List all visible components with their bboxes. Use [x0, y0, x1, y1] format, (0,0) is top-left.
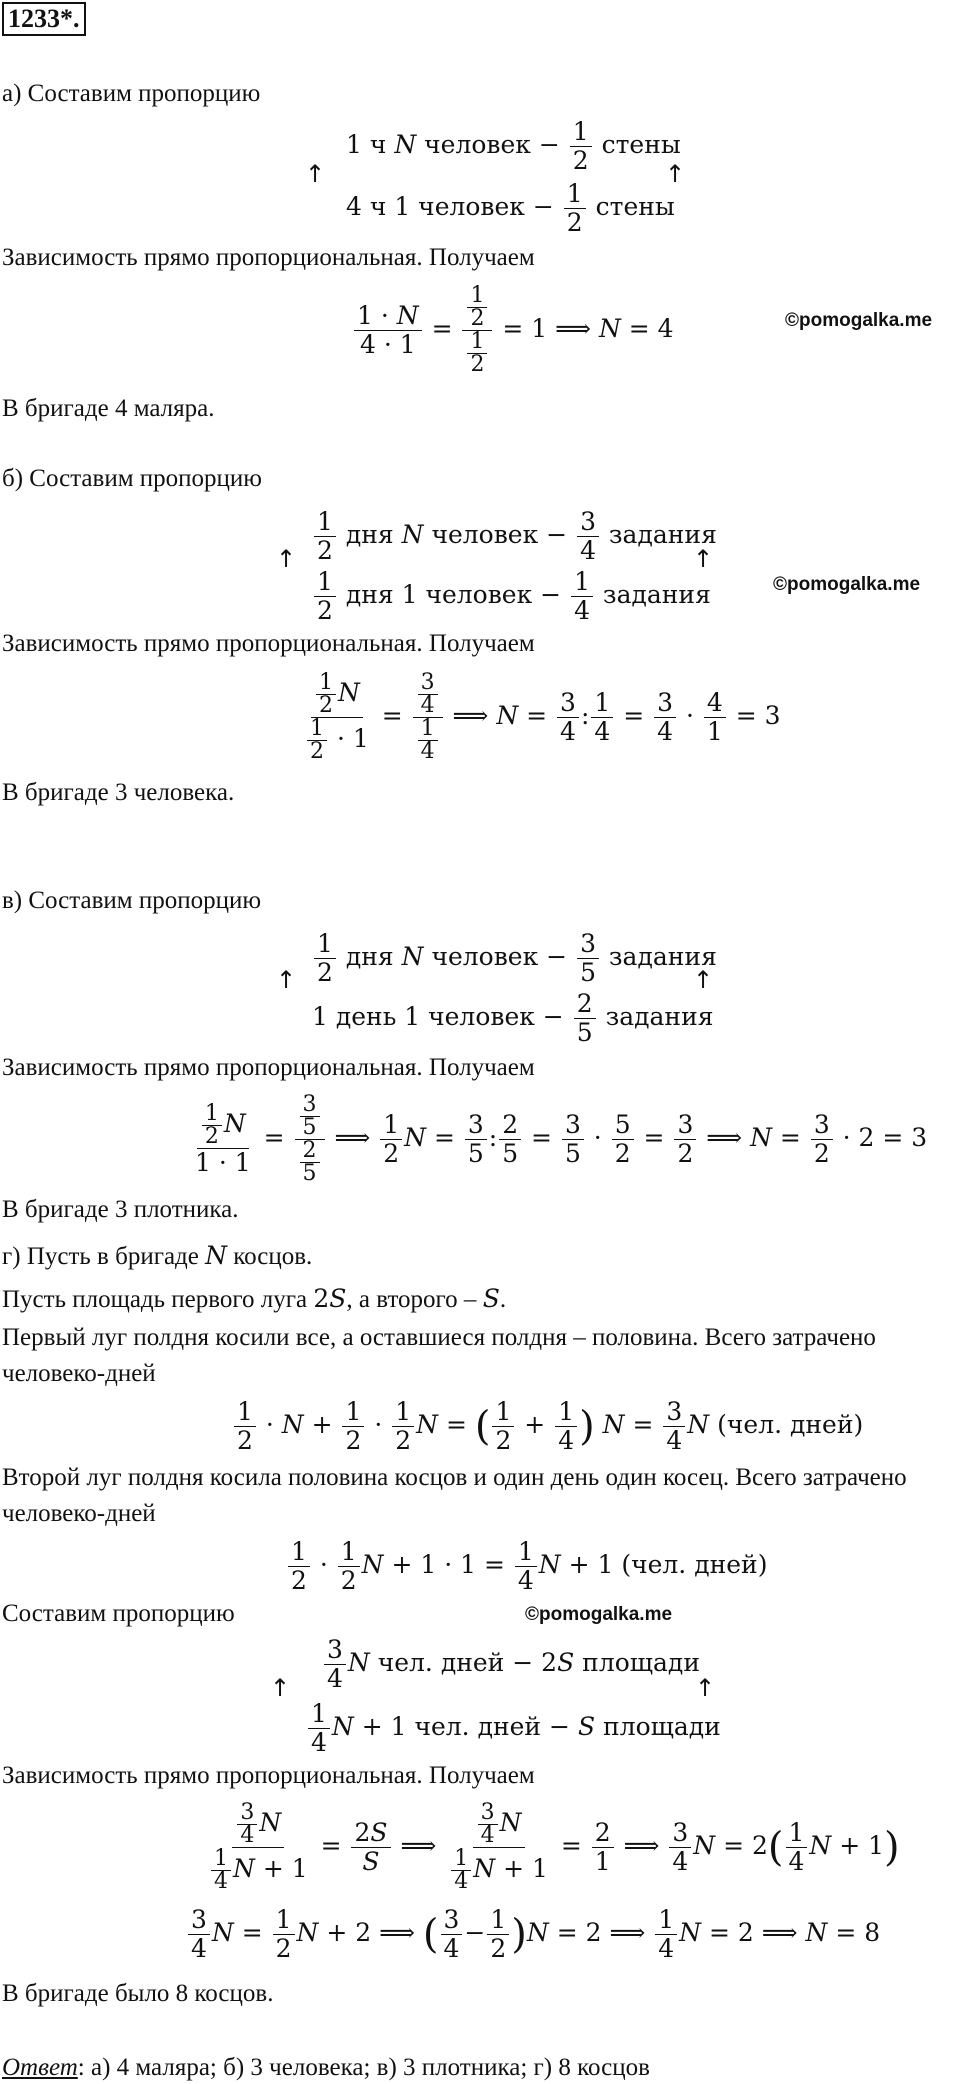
part-b-relation: Зависимость прямо пропорциональная. Получаем [2, 630, 535, 657]
part-d-line7: Составим пропорцию [2, 1600, 235, 1627]
part-b-heading: б) Составим пропорцию [2, 465, 262, 492]
part-b-equation: $\frac{1}{2}$ N $\frac{1}{2}$ · 1 = $\frac{\frac{3}{4}}{\frac{1}{4}}$ ⟹ N = $\frac{3}{4}$ : $\frac{1}{4}$ = $\frac{3}{4}$ · $\frac{4}{1}$ = 3 [300, 672, 781, 763]
watermark: ©pomogalka.me [525, 1604, 673, 1625]
part-c-proportion-row2: 1 день 1 человек − $\frac{2}{5}$ задания [312, 989, 714, 1047]
watermark: ©pomogalka.me [785, 310, 933, 331]
part-d-line2: Пусть площадь первого луга 2S, а второго – S. [2, 1284, 507, 1313]
part-d-relation: Зависимость прямо пропорциональная. Получаем [2, 1762, 535, 1789]
part-d-line1: г) Пусть в бригаде N косцов. [2, 1241, 313, 1270]
part-d-line4: человеко-дней [2, 1360, 156, 1387]
arrow-up-icon: ↑ [665, 160, 686, 188]
part-c-heading: в) Составим пропорцию [2, 887, 262, 914]
part-d-answer: В бригаде было 8 косцов. [2, 1980, 274, 2007]
part-d-line5: Второй луг полдня косила половина косцов и один день один косец. Всего затрачено [2, 1464, 907, 1491]
part-c-relation: Зависимость прямо пропорциональная. Получаем [2, 1054, 535, 1081]
watermark: ©pomogalka.me [773, 574, 921, 595]
arrow-up-icon: ↑ [693, 545, 714, 573]
part-b-answer: В бригаде 3 человека. [2, 779, 235, 806]
part-a-relation: Зависимость прямо пропорциональная. Получаем [2, 244, 535, 271]
final-answer [2, 2052, 650, 2084]
part-a-answer: В бригаде 4 маляра. [2, 395, 215, 422]
part-a-proportion-row1: 1 ч N человек − $\frac{1}{2}$ стены [346, 117, 681, 175]
arrow-up-icon: ↑ [695, 1674, 716, 1702]
final-answer-label: Ответ [2, 2054, 78, 2081]
part-d-line6: человеко-дней [2, 1500, 156, 1527]
part-d-eq1: $\frac{1}{2}$ · N + $\frac{1}{2}$ · $\frac{1}{2}$ N = ( $\frac{1}{2}$ + $\frac{1}{4}$ ) N = $\frac{3}{4}$ N (чел. дней) [232, 1398, 863, 1455]
part-c-equation: $\frac{1}{2}$ N 1 · 1 = $\frac{\frac{3}{5}}{\frac{2}{5}}$ ⟹ $\frac{1}{2}$ N = $\frac{3}{5}$ : $\frac{2}{5}$ = $\frac{3}{5}$ · $\frac{5}{2}$ = $\frac{3}{2}$ ⟹ N = $\frac{3}{2}$ · 2 = 3 [195, 1092, 928, 1186]
part-a-proportion-row2: 4 ч 1 человек − $\frac{1}{2}$ стены [346, 179, 675, 237]
arrow-up-icon: ↑ [270, 1674, 291, 1702]
final-answer-text: : а) 4 маляра; б) 3 человека; в) 3 плотника; г) 8 косцов [77, 2054, 650, 2081]
part-d-eq4: $\frac{3}{4}$ N = $\frac{1}{2}$ N + 2 ⟹ ( $\frac{3}{4}$ − $\frac{1}{2}$ )N = 2 ⟹ $\frac{1}{4}$ N = 2 ⟹ N = 8 [186, 1906, 880, 1963]
part-b-proportion-row2: $\frac{1}{2}$ дня 1 человек − $\frac{1}{4}$ задания [312, 568, 711, 625]
part-b-proportion-row1: $\frac{1}{2}$ дня N человек − $\frac{3}{4}$ задания [312, 508, 717, 565]
part-d-eq2: $\frac{1}{2}$ · $\frac{1}{2}$ N + 1 · 1 = $\frac{1}{4}$ N + 1 (чел. дней) [286, 1538, 767, 1595]
part-c-answer: В бригаде 3 плотника. [2, 1196, 239, 1223]
part-c-proportion-row1: $\frac{1}{2}$ дня N человек − $\frac{3}{5}$ задания [312, 930, 717, 987]
arrow-up-icon: ↑ [276, 545, 297, 573]
part-d-eq3: $\frac{3}{4}$ N $\frac{1}{4}$ N + 1 = $\frac{2S}{S}$ ⟹ $\frac{3}{4}$ N $\frac{1}{4}$ N + 1 = $\frac{2}{1}$ ⟹ $\frac{3}{4}$ N = 2( $\frac{1}{4}$ N + 1) [204, 1802, 900, 1893]
arrow-up-icon: ↑ [305, 160, 326, 188]
arrow-up-icon: ↑ [693, 966, 714, 994]
part-d-line3: Первый луг полдня косили все, а оставшиеся полдня – половина. Всего затрачено [2, 1324, 876, 1351]
part-a-equation: $\frac{1 \cdot N}{4 \cdot 1}$ = $\frac{\frac{1}{2}}{\frac{1}{2}}$ = 1 ⟹ N = 4 [352, 285, 674, 376]
part-a-heading: а) Составим пропорцию [2, 80, 261, 107]
problem-number: 1233*. [2, 2, 86, 36]
part-d-proportion-row2: $\frac{1}{4}$ N + 1 чел. дней − S площади [306, 1700, 721, 1757]
arrow-up-icon: ↑ [276, 966, 297, 994]
part-d-proportion-row1: $\frac{3}{4}$ N чел. дней − 2S площади [322, 1636, 700, 1693]
